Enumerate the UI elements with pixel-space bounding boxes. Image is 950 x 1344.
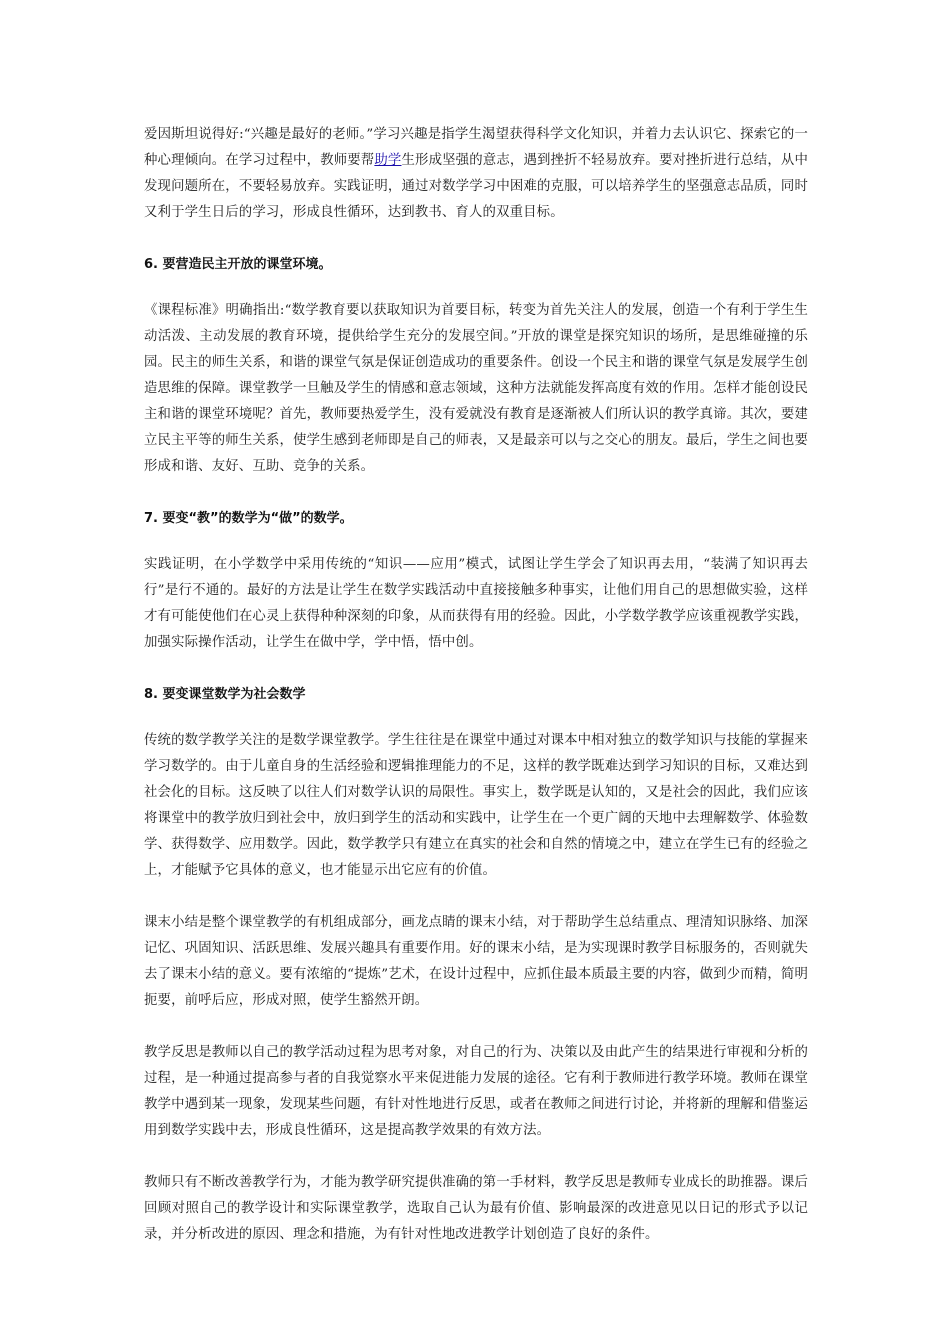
heading-section-8: 8. 要变课堂数学为社会数学	[144, 687, 306, 702]
paragraph-teaching-reflection: 教学反思是教师以自己的教学活动过程为思考对象，对自己的行为、决策以及由此产生的结果进行审视和分析的过程，是一种通过提高参与者的自我觉察水平来促进能力发展的途径。它有利于教师进行教学环境。教师在课堂教学中遇到某一现象，发现某些问题，有针对性地进行反思，或者在教师之间进行讨论，并将新的理解和借鉴运用到数学实践中去，形成良性循环，这是提高教学效果的有效方法。	[144, 1045, 808, 1138]
paragraph-interest	[144, 122, 808, 226]
paragraph-section-6: 《课程标准》明确指出:“数学教育要以获取知识为首要目标，转变为首先关注人的发展，创造一个有利于学生生动活泼、主动发展的教育环境，提供给学生充分的发展空间。”开放的课堂是探究知识的场所，是思维碰撞的乐园。民主的师生关系，和谐的课堂气氛是保证创造成功的重要条件。创设一个民主和谐的课堂气氛是发展学生创造思维的保障。课堂教学一旦触及学生的情感和意志领域，这种方法就能发挥高度有效的作用。怎样才能创设民主和谐的课堂环境呢？首先，教师要热爱学生，没有爱就没有教育是逐渐被人们所认识的教学真谛。其次，要建立民主平等的师生关系，使学生感到老师即是自己的师表，又是最亲可以与之交心的朋友。最后，学生之间也要形成和谐、友好、互助、竞争的关系。	[144, 303, 808, 474]
document-body	[144, 122, 808, 1248]
paragraph-lesson-summary: 课末小结是整个课堂教学的有机组成部分，画龙点睛的课末小结，对于帮助学生总结重点、理清知识脉络、加深记忆、巩固知识、活跃思维、发展兴趣具有重要作用。好的课末小结，是为实现课时教学目标服务的，否则就失去了课末小结的意义。要有浓缩的“提炼”艺术，在设计过程中，应抓住最本质最主要的内容，做到少而精，简明扼要，前呼后应，形成对照，使学生豁然开朗。	[144, 915, 808, 1008]
paragraph-interest-text-b: 生形成坚强的意志，遇到挫折不轻易放弃。要对挫折进行总结，从中发现问题所在，不要轻易放弃。实践证明，通过对数学学习中困难的克服，可以培养学生的坚强意志品质，同时又利于学生日后的学习，形成良性循环，达到教书、育人的双重目标。	[144, 153, 808, 220]
paragraph-section-8: 传统的数学教学关注的是数学课堂教学。学生往往是在课堂中通过对课本中相对独立的数学知识与技能的掌握来学习数学的。由于儿童自身的生活经验和逻辑推理能力的不足，这样的教学既难达到学习知识的目标，又难达到社会化的目标。这反映了以往人们对数学认识的局限性。事实上，数学既是认知的，又是社会的因此，我们应该将课堂中的教学放归到社会中，放归到学生的活动和实践中，让学生在一个更广阔的天地中去理解数学、体验数学、获得数学、应用数学。因此，数学教学只有建立在真实的社会和自然的情境之中，建立在学生已有的经验之上，才能赋予它具体的意义，也才能显示出它应有的价值。	[144, 733, 808, 878]
heading-section-6: 6. 要营造民主开放的课堂环境。	[144, 257, 332, 272]
paragraph-interest-text-a: 爱因斯坦说得好:“兴趣是最好的老师。”学习兴趣是指学生渴望获得科学文化知识，并着力去认识它、探索它的一种心理倾向。在学习过程中，教师要帮	[144, 127, 808, 168]
paragraph-teacher-growth: 教师只有不断改善教学行为，才能为教学研究提供准确的第一手材料，教学反思是教师专业成长的助推器。课后回顾对照自己的教学设计和实际课堂教学，选取自己认为最有价值、影响最深的改进意见以日记的形式予以记录，并分析改进的原因、理念和措施，为有针对性地改进教学计划创造了良好的条件。	[144, 1175, 808, 1242]
heading-section-7: 7. 要变“教”的数学为“做”的数学。	[144, 511, 353, 526]
help-study-link[interactable]: 助学	[374, 153, 402, 168]
paragraph-section-7: 实践证明，在小学数学中采用传统的“知识——应用”模式，试图让学生学会了知识再去用，“装满了知识再去行”是行不通的。最好的方法是让学生在数学实践活动中直接接触多种事实，让他们用自己的思想做实验，这样才有可能使他们在心灵上获得种种深刻的印象，从而获得有用的经验。因此，小学数学教学应该重视教学实践，加强实际操作活动，让学生在做中学，学中悟，悟中创。	[144, 557, 808, 650]
